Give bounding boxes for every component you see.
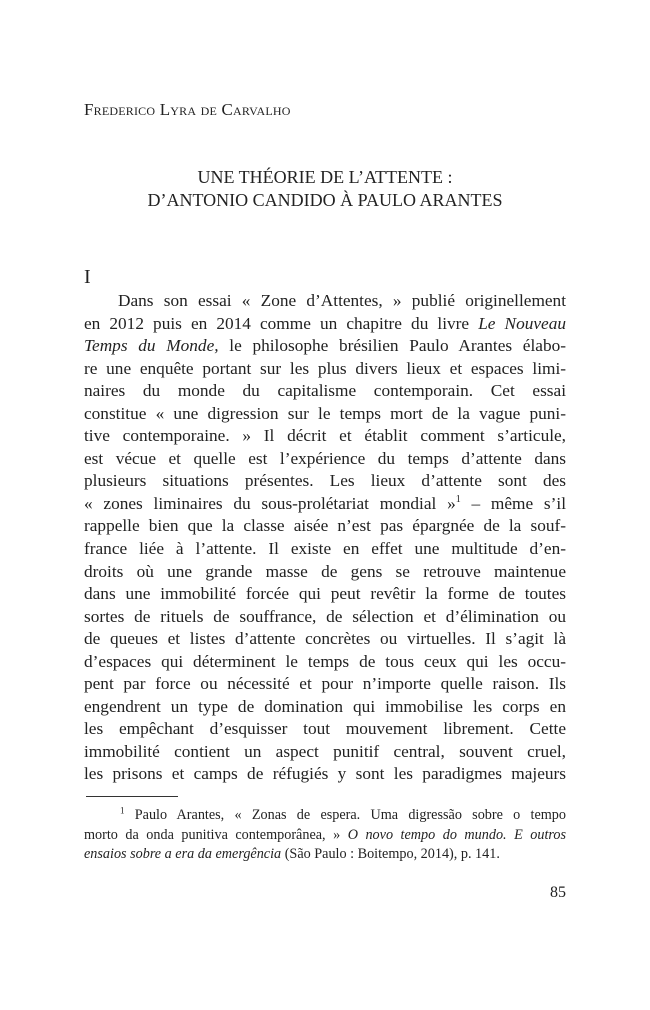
body-line: france liée à l’attente. Il existe en effet une multitude d’en- (84, 539, 566, 559)
body-line: rappelle bien que la classe aisée n’est pas épargnée de la souf- (84, 516, 566, 536)
chapter-title-line-2: D’ANTONIO CANDIDO À PAULO ARANTES (147, 190, 503, 210)
body-line: Dans son essai « Zone d’Attentes, » publié originellement (118, 291, 566, 310)
body-line: tive contemporaine. » Il décrit et établit comment s’articule, (84, 426, 566, 446)
body-line: est vécue et quelle est l’expérience du temps d’attente dans (84, 448, 566, 468)
book-title-italic: Temps du Monde, (84, 336, 219, 356)
body-line: droits où une grande masse de gens se retrouve maintenue (84, 561, 566, 581)
body-line: constitue « une digression sur le temps mort de la vague puni- (84, 403, 566, 423)
body-line: dans une immobilité forcée qui peut revêtir la forme de toutes (84, 584, 566, 604)
body-line: Temps du Monde, le philosophe brésilien Paulo Arantes élabo- (84, 336, 566, 356)
body-line: sortes de rituels de souffrance, de sélection et d’élimination ou (84, 606, 566, 626)
body-line: d’espaces qui déterminent le temps de tous ceux qui les occu- (84, 651, 566, 671)
footnote (84, 806, 566, 865)
cited-title-italic: O novo tempo do mundo. E outros (347, 826, 566, 843)
body-line: immobilité contient un aspect punitif central, souvent cruel, (84, 741, 566, 761)
footnote-line: $^1$ Paulo Arantes, « Zonas de espera. Uma digressão sobre o tempo (120, 805, 566, 823)
book-title-italic: Le Nouveau (478, 313, 566, 333)
chapter-title (84, 166, 566, 212)
author-name: Frederico Lyra de Carvalho (84, 100, 291, 119)
footnote-line: morto da onda punitiva contemporânea, » O novo tempo do mundo. E outros (84, 826, 566, 843)
footnote-reference[interactable]: 1 (455, 494, 461, 506)
body-line: plusieurs situations présentes. Les lieux d’attente sont des (84, 471, 566, 491)
footnote-line: ensaios sobre a era da emergência (São Paulo : Boitempo, 2014), p. 141. (84, 846, 500, 862)
section-numeral: I (84, 266, 91, 288)
body-line: engendrent un type de domination qui immobilise les corps en (84, 696, 566, 716)
body-line: re une enquête portant sur les plus divers lieux et espaces limi- (84, 358, 566, 378)
body-line: « zones liminaires du sous-prolétariat mondial »$^1$ – même s’il (84, 493, 566, 513)
page-number: 85 (550, 884, 566, 901)
footnote-divider (86, 796, 178, 797)
cited-title-italic: ensaios sobre a era da emergência (84, 846, 282, 862)
body-line: les prisons et camps de réfugiés y sont les paradigmes majeurs (84, 764, 566, 784)
chapter-title-line-1: UNE THÉORIE DE L’ATTENTE : (197, 167, 453, 187)
body-line: naires du monde du capitalisme contemporain. Cet essai (84, 381, 566, 401)
body-line: de queues et listes d’attente concrètes ou virtuelles. Il s’agit là (84, 629, 566, 649)
body-line: les empêchant d’esquisser tout mouvement librement. Cette (84, 719, 566, 739)
footnote-number: 1 (120, 805, 125, 816)
body-line: pent par force ou nécessité et pour n’importe quelle raison. Ils (84, 674, 566, 694)
body-line: en 2012 puis en 2014 comme un chapitre du livre Le Nouveau (84, 313, 566, 333)
body-paragraph (84, 290, 566, 786)
